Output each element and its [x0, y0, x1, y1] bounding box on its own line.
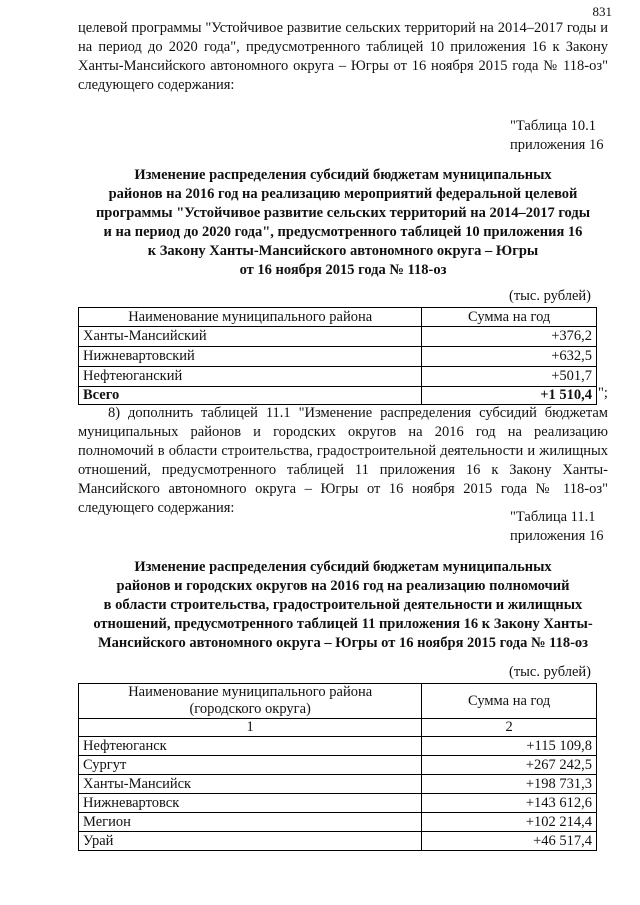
row-amount: +102 214,4	[422, 813, 597, 832]
total-amount: +1 510,4	[422, 387, 597, 405]
title-line: районов и городских округов на 2016 год на реализацию полномочий	[116, 578, 570, 594]
row-amount: +632,5	[422, 347, 597, 367]
section1-table	[78, 307, 597, 405]
closing-quote: ";	[598, 385, 608, 401]
section1-title	[78, 166, 608, 280]
table-ref-line: приложения 16	[510, 137, 604, 153]
title-line: и на период до 2020 года", предусмотренного таблицей 10 приложения 16	[103, 224, 583, 240]
item-8-paragraph: 8) дополнить таблицей 11.1 "Изменение распределения субсидий бюджетам муниципальных районов и городских округов на 2016 год на реализацию полномочий в области строительства, градостроительной деятельности и жилищных отношений, предусмотренного таблицей 11 приложения 16 к Закону Ханты-Мансийского автономного округа – Югры от 16 ноября 2015 года № 118-оз" следующего содержания:	[78, 405, 608, 516]
section1-units: (тыс. рублей)	[509, 288, 591, 304]
title-line: Изменение распределения субсидий бюджетам муниципальных	[134, 167, 552, 183]
table-row	[79, 737, 597, 756]
row-amount: +46 517,4	[422, 832, 597, 851]
table-header-row	[79, 308, 597, 327]
row-name: Нефтеюганский	[79, 367, 422, 387]
table-11-1-reference	[510, 508, 603, 546]
section2-units: (тыс. рублей)	[509, 664, 591, 680]
row-name: Нижневартовск	[79, 794, 422, 813]
table-row	[79, 813, 597, 832]
row-name: Ханты-Мансийск	[79, 775, 422, 794]
row-amount: +501,7	[422, 367, 597, 387]
table-row	[79, 775, 597, 794]
row-name: Урай	[79, 832, 422, 851]
title-line: программы "Устойчивое развитие сельских территорий на 2014–2017 годы	[95, 205, 591, 221]
table-row	[79, 367, 597, 387]
title-line: от 16 ноября 2015 года № 118-оз	[239, 262, 447, 278]
row-amount: +376,2	[422, 327, 597, 347]
column-number-row	[79, 719, 597, 737]
column-number: 2	[422, 719, 597, 737]
row-amount: +115 109,8	[422, 737, 597, 756]
title-line: районов на 2016 год на реализацию мероприятий федеральной целевой	[108, 186, 578, 202]
table-row	[79, 794, 597, 813]
row-name: Нижневартовский	[79, 347, 422, 367]
row-name: Нефтеюганск	[79, 737, 422, 756]
column-header-amount: Сумма на год	[422, 308, 597, 327]
section2-title	[78, 558, 608, 653]
table-ref-line: "Таблица 10.1	[510, 118, 597, 134]
section2-table	[78, 683, 597, 851]
total-label: Всего	[79, 387, 422, 405]
page-number: 831	[592, 4, 612, 19]
row-amount: +143 612,6	[422, 794, 597, 813]
table-ref-line: "Таблица 11.1	[510, 509, 596, 525]
title-line: отношений, предусмотренного таблицей 11 приложения 16 к Закону Ханты-	[93, 616, 593, 632]
row-name: Ханты-Мансийский	[79, 327, 422, 347]
table-total-row	[79, 387, 597, 405]
column-header-name	[79, 684, 422, 719]
table-header-row	[79, 684, 597, 719]
row-amount: +267 242,5	[422, 756, 597, 775]
title-line: Изменение распределения субсидий бюджетам муниципальных	[134, 559, 552, 575]
title-line: к Закону Ханты-Мансийского автономного округа – Югры	[147, 243, 539, 259]
row-name: Сургут	[79, 756, 422, 775]
table-10-1-reference	[510, 117, 603, 155]
column-header-amount: Сумма на год	[422, 684, 597, 719]
table-row	[79, 756, 597, 775]
title-line: в области строительства, градостроительной деятельности и жилищных	[103, 597, 583, 613]
header-line: Наименование муниципального района	[128, 684, 373, 700]
intro-paragraph: целевой программы "Устойчивое развитие сельских территорий на 2014–2017 годы и на период до 2020 года", предусмотренного таблицей 10 приложения 16 к Закону Ханты-Мансийского автономного округа – Югры от 16 ноября 2015 года № 118-оз" следующего содержания:	[78, 20, 608, 93]
table-ref-line: приложения 16	[510, 528, 604, 544]
title-line: Мансийского автономного округа – Югры от 16 ноября 2015 года № 118-оз	[97, 635, 588, 651]
table-row	[79, 832, 597, 851]
row-amount: +198 731,3	[422, 775, 597, 794]
table-row	[79, 347, 597, 367]
column-header-name: Наименование муниципального района	[79, 308, 422, 327]
column-number: 1	[79, 719, 422, 737]
header-line: (городского округа)	[189, 701, 311, 717]
row-name: Мегион	[79, 813, 422, 832]
table-row	[79, 327, 597, 347]
